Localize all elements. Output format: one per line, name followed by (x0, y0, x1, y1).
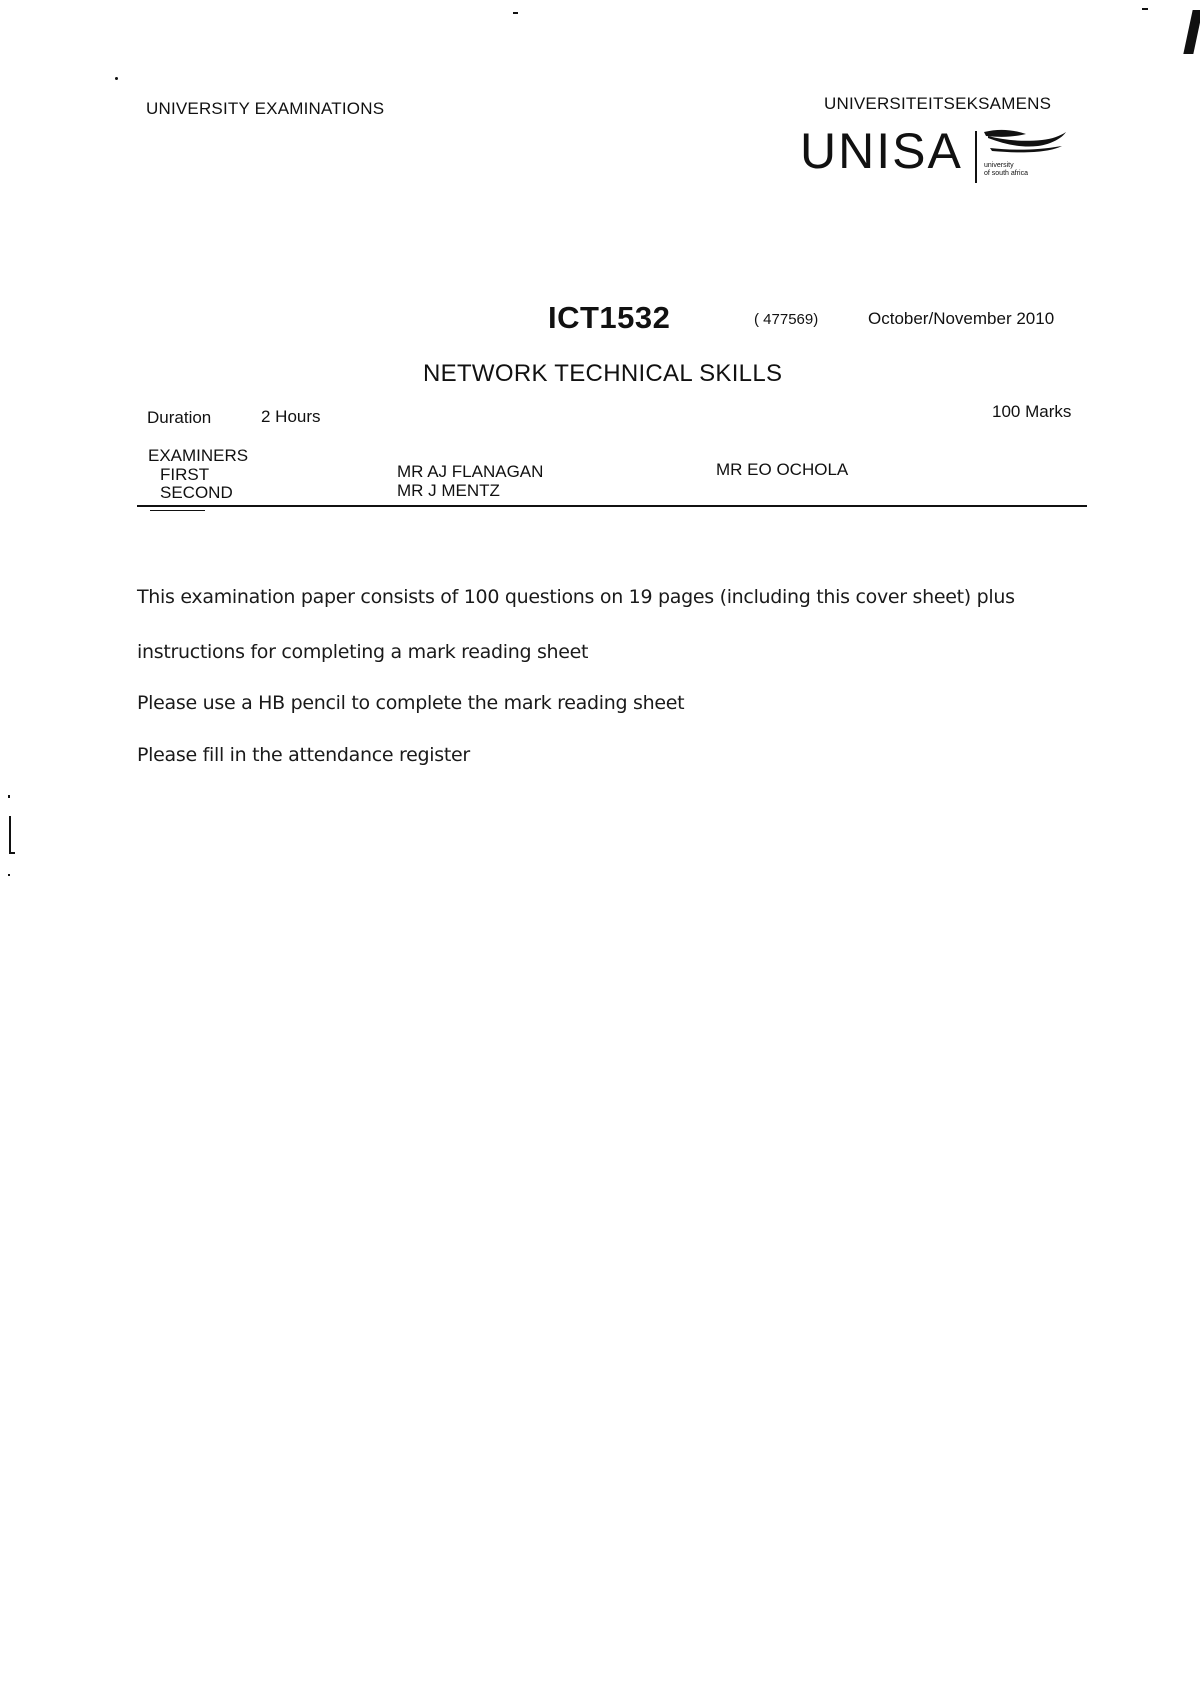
scan-edge-dot (8, 795, 10, 798)
header-right-title: UNIVERSITEITSEKSAMENS (824, 94, 1052, 113)
second-examiner-1: MR J MENTZ (397, 481, 500, 500)
header-left-title: UNIVERSITY EXAMINATIONS (146, 99, 385, 118)
scan-speck-top (513, 12, 518, 14)
course-code: ICT1532 (548, 300, 671, 335)
unisa-logo (800, 123, 1070, 196)
first-examiner-1: MR AJ FLANAGAN (397, 462, 544, 481)
duration-value: 2 Hours (261, 407, 321, 426)
logo-subtitle-line1: university (984, 162, 1014, 169)
logo-wordmark: UNISA (800, 123, 963, 179)
logo-divider (975, 131, 977, 183)
duration-label: Duration (147, 408, 212, 427)
scan-speck-topright (1142, 8, 1148, 10)
examiners-heading: EXAMINERS (148, 446, 249, 465)
header-divider (137, 505, 1087, 507)
instruction-line: Please use a HB pencil to complete the mark reading sheet (137, 692, 685, 714)
scan-corner-mark (1183, 10, 1200, 54)
exam-session: October/November 2010 (868, 309, 1055, 328)
logo-subtitle-line2: of south africa (984, 170, 1028, 177)
examiners-second-label: SECOND (160, 483, 233, 502)
instruction-line: This examination paper consists of 100 questions on 19 pages (including this cover sheet) plus (137, 586, 1015, 608)
course-title: NETWORK TECHNICAL SKILLS (423, 360, 783, 387)
scan-edge-foot (9, 852, 15, 854)
scan-edge-line (9, 816, 11, 854)
instruction-line: instructions for completing a mark reading sheet (137, 641, 589, 663)
scan-dot-left (115, 77, 118, 80)
scan-edge-dot-2 (8, 874, 10, 876)
examiners-first-label: FIRST (160, 465, 210, 484)
total-marks: 100 Marks (992, 402, 1072, 421)
instruction-line: Please fill in the attendance register (137, 744, 470, 766)
paper-reference: ( 477569) (754, 311, 819, 328)
first-examiner-2: MR EO OCHOLA (716, 460, 849, 479)
header-divider-underline (150, 510, 205, 511)
